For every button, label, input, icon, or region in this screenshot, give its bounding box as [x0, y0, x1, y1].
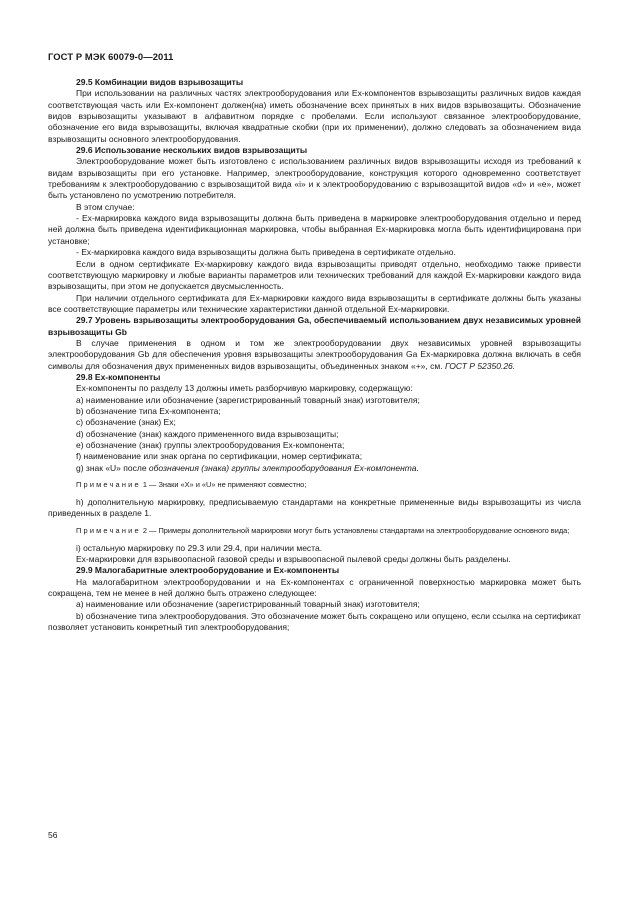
section-29-8-title: 29.8 Ex-компоненты: [76, 371, 161, 382]
section-29-6-text-3: При наличии отдельного сертификата для Ex-маркировки каждого вида взрывозащиты в сертификате должны быть указаны все соответствующие параметры или технические характеристики данной отдельной Ex-маркировки.: [48, 292, 581, 314]
section-29-6-item-2: - Ex-маркировка каждого вида взрывозащиты должна быть приведена в сертификате отдельно.: [76, 247, 456, 258]
note-2: [48, 526, 581, 536]
section-29-8-text-end: Ex-маркировки для взрывоопасной газовой среды и взрывоопасной пылевой среды должны быть разделены.: [76, 554, 511, 565]
section-29-5-title: 29.5 Комбинации видов взрывозащиты: [76, 77, 244, 87]
section-29-9-title: 29.9 Малогабаритные электрооборудование и Ex-компоненты: [76, 565, 340, 576]
note-1-text: 1 — Знаки «X» и «U» не применяют совместно;: [142, 480, 307, 490]
section-29-6-title: 29.6 Использование нескольких видов взрывозащиты: [76, 145, 308, 156]
item-g-text: g) знак «U» после: [76, 462, 147, 473]
list-item: e) обозначение (знак) группы электрооборудования Ex-компонента;: [76, 440, 345, 450]
section-29-7-ref: ГОСТ Р 52350.26.: [444, 360, 516, 371]
list-item-i: i) остальную маркировку по 29.3 или 29.4, при наличии места.: [76, 542, 323, 553]
list-item: b) обозначение типа Ex-компонента;: [76, 405, 221, 416]
note-2-label: Примечание: [76, 525, 141, 535]
note-1-label: Примечание: [76, 480, 141, 490]
section-29-6-item-1: - Ex-маркировка каждого вида взрывозащиты должна быть приведена в маркировке электрооборудования отдельно и перед ней должна быть приведена идентификационная маркировка, чтобы выбранная Ex-маркировка могла быть идентифицирована при установке;: [48, 213, 581, 246]
section-29-6-text-2: Если в одном сертификате Ex-маркировку каждого вида взрывозащиты приводят отдельно, необходимо также привести соответствующую маркировку и любые варианты параметров или технических требований для каждой Ex-маркировки каждого вида взрывозащиты, при этом не допускается двусмысленность.: [48, 258, 581, 292]
section-29-5-text: При использовании на различных частях электрооборудования или Ex-компонентов взрывозащиты различных видов каждая соответствующая часть или Ex-компонент должен(на) иметь обозначение всех принятых в них видов взрывозащиты. Обозначение видов взрывозащиты указывают в алфавитном порядке с пробелами. Если используют связанное электрооборудование, обозначение его вида взрывозащиты, включая квадратные скобки (при их применении), должно следовать за обозначением вида взрывозащиты основного электрооборудования.: [48, 88, 581, 144]
section-29-7-title: 29.7 Уровень взрывозащиты электрооборудования Ga, обеспечиваемый использованием двух независимых уровней взрывозащиты Gb: [48, 315, 581, 337]
page-content: [48, 77, 581, 633]
list-item: d) обозначение (знак) каждого примененного вида взрывозащиты;: [76, 428, 339, 439]
list-item: c) обозначение (знак) Ex;: [76, 417, 176, 428]
standard-header: ГОСТ Р МЭК 60079-0—2011: [48, 51, 174, 62]
page-number: 56: [48, 830, 58, 840]
list-item: a) наименование или обозначение (зарегистрированный товарный знак) изготовителя;: [76, 599, 420, 610]
note-2-text: 2 — Примеры дополнительной маркировки могут быть установлены стандартами на электрооборудование основного вида;: [142, 525, 570, 535]
section-29-9-text: На малогабаритном электрооборудовании и на Ex-компонентах с ограниченной поверхностью маркировка может быть сокращена, тем не менее в ней должно быть отражено следующее:: [48, 576, 581, 599]
section-29-6-text: Электрооборудование может быть изготовлено с использованием различных видов взрывозащиты исходя из требований к видам взрывозащиты при его установке. Например, электрооборудование, конструкция которого одновременно соответствует требованиям к электрооборудованию с взрывозащитой вида «i» и к электрооборудованию с взрывозащитой видов «d» и «e», может быть установлено по усмотрению потребителя.: [48, 156, 581, 201]
list-item: b) обозначение типа электрооборудования. Это обозначение может быть сокращено или опущено, если ссылка на сертификат позволяет установить конкретный тип электрооборудования;: [48, 610, 581, 633]
list-item: f) наименование или знак органа по сертификации, номер сертификата;: [76, 451, 363, 462]
section-29-7-body: В случае применения в одном и том же электрооборудовании двух независимых уровней взрывозащиты электрооборудования Gb для обеспечения уровня взрывозащиты электрооборудования Ga Ex-маркировка должна включать в себя символы для обозначения двух примененных видов взрывозащиты, объединенных знаком «+», см.: [48, 337, 581, 371]
list-item-h: h) дополнительную маркировку, предписываемую стандартами на конкретные примененные виды взрывозащиты из числа приведенных в разделе 1.: [48, 497, 581, 519]
section-29-7-text: [48, 338, 581, 372]
section-29-6-case-intro: В этом случае:: [76, 201, 135, 212]
item-g-italic: обозначения (знака) группы электрооборудования Ex-компонента.: [148, 462, 419, 473]
list-item: a) наименование или обозначение (зарегистрированный товарный знак) изготовителя;: [76, 394, 420, 405]
section-29-8-intro: Ex-компоненты по разделу 13 должны иметь разборчивую маркировку, содержащую:: [76, 383, 413, 394]
note-1: [48, 480, 581, 490]
list-item-g: [48, 463, 581, 474]
